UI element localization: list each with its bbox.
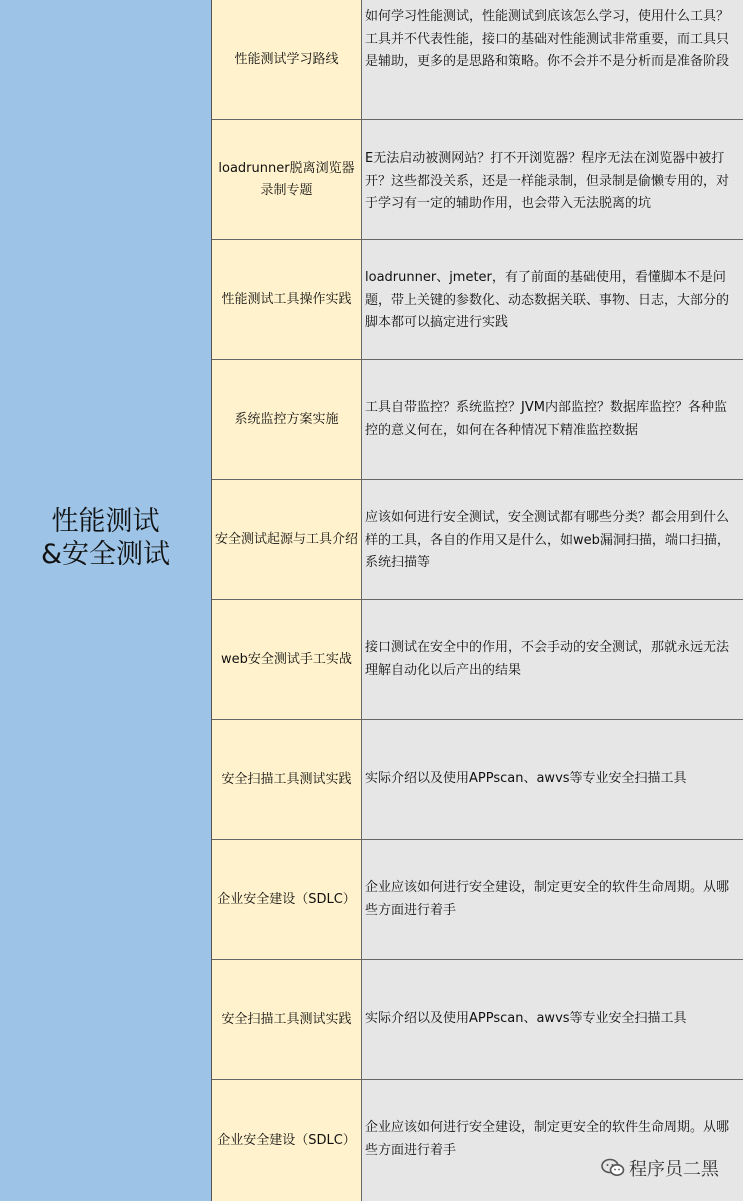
topic-cell: 安全扫描工具测试实践 <box>212 720 362 839</box>
description-cell: 实际介绍以及使用APPscan、awvs等专业安全扫描工具 <box>362 720 743 839</box>
description-cell: 实际介绍以及使用APPscan、awvs等专业安全扫描工具 <box>362 960 743 1079</box>
watermark <box>601 1155 719 1181</box>
description-cell: 应该如何进行安全测试，安全测试都有哪些分类？都会用到什么样的工具，各自的作用又是什么，如web漏洞扫描，端口扫描，系统扫描等 <box>362 480 743 599</box>
topic-cell: 性能测试工具操作实践 <box>212 240 362 359</box>
table-row <box>212 600 743 720</box>
table-row <box>212 480 743 600</box>
description-cell: 工具自带监控？系统监控？JVM内部监控？数据库监控？各种监控的意义何在，如何在各种情况下精准监控数据 <box>362 360 743 479</box>
description-cell: E无法启动被测网站？打不开浏览器？程序无法在浏览器中被打开？这些都没关系，还是一样能录制，但录制是偷懒专用的，对于学习有一定的辅助作用，也会带入无法脱离的坑 <box>362 120 743 239</box>
description-cell: loadrunner、jmeter，有了前面的基础使用，看懂脚本不是问题，带上关键的参数化、动态数据关联、事物、日志，大部分的脚本都可以搞定进行实践 <box>362 240 743 359</box>
table-row <box>212 360 743 480</box>
table-row <box>212 960 743 1080</box>
description-cell: 接口测试在安全中的作用，不会手动的安全测试，那就永远无法理解自动化以后产出的结果 <box>362 600 743 719</box>
topic-cell: 企业安全建设（SDLC） <box>212 840 362 959</box>
table-row <box>212 240 743 360</box>
topic-cell: 安全扫描工具测试实践 <box>212 960 362 1079</box>
description-cell: 企业应该如何进行安全建设，制定更安全的软件生命周期。从哪些方面进行着手 <box>362 1080 743 1201</box>
topic-cell: 性能测试学习路线 <box>212 0 362 119</box>
topic-cell: loadrunner脱离浏览器录制专题 <box>212 120 362 239</box>
description-cell: 企业应该如何进行安全建设，制定更安全的软件生命周期。从哪些方面进行着手 <box>362 840 743 959</box>
topic-cell: 系统监控方案实施 <box>212 360 362 479</box>
table-row <box>212 120 743 240</box>
topic-cell: web安全测试手工实战 <box>212 600 362 719</box>
category-title: 性能测试 &安全测试 <box>40 506 171 570</box>
description-cell: 如何学习性能测试，性能测试到底该怎么学习，使用什么工具？工具并不代表性能，接口的基础对性能测试非常重要，而工具只是辅助，更多的是思路和策略。你不会并不是分析而是准备阶段 <box>362 0 743 119</box>
watermark-text: 程序员二黑 <box>629 1159 719 1180</box>
wechat-icon <box>601 1158 625 1178</box>
topic-cell: 企业安全建设（SDLC） <box>212 1080 362 1201</box>
topic-cell: 安全测试起源与工具介绍 <box>212 480 362 599</box>
table-row <box>212 1080 743 1201</box>
table-row <box>212 720 743 840</box>
table-row <box>212 840 743 960</box>
category-cell <box>0 0 212 1201</box>
table-row <box>212 0 743 120</box>
